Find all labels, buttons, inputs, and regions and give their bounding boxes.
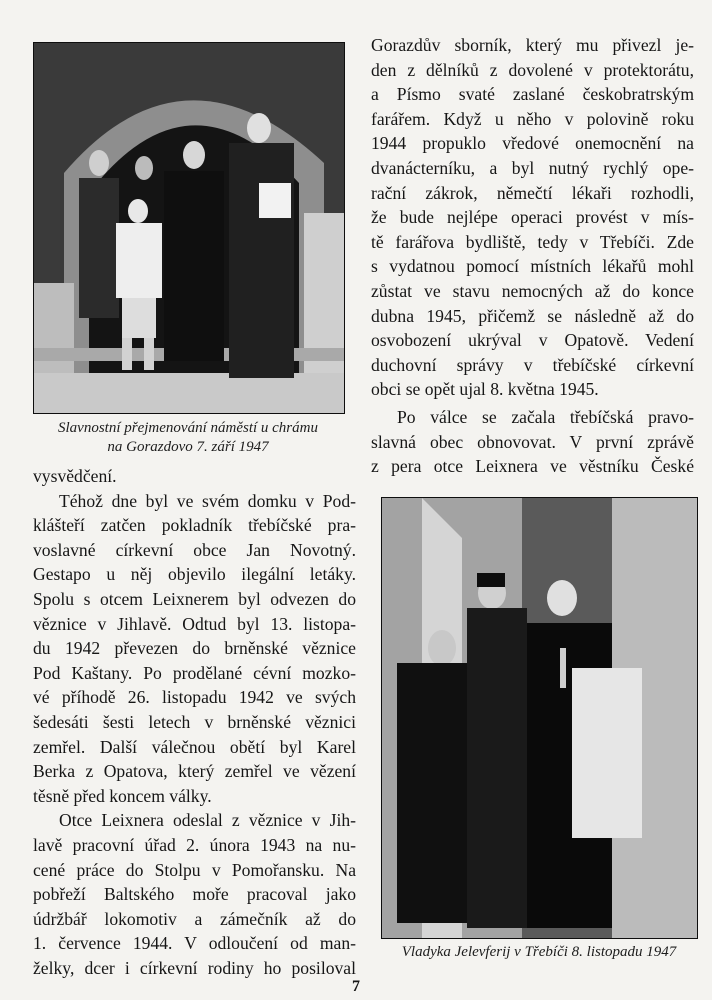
text-line: 1. července 1944. V odloučení od man-: [33, 933, 356, 954]
text-line: cené práce do Stolpu v Pomořansku. Na: [33, 859, 356, 880]
text-line: rační zákrok, němečtí lékaři rozhodli,: [371, 182, 694, 203]
text-line: Gestapo u něj objevilo ilegální letáky.: [33, 564, 356, 585]
text-line: duchovní správy v třebíčské církevní: [371, 354, 694, 375]
paragraph-after-war: [371, 405, 694, 479]
photo-vladyka-jelevferij: [381, 497, 698, 939]
text-line: voslavné církevní obce Jan Novotný.: [33, 539, 356, 560]
text-line: vysvědčení.: [33, 466, 117, 486]
paragraph-continued: [371, 33, 694, 402]
text-line: zemřel. Další válečnou obětí byl Karel: [33, 736, 356, 757]
paragraph-forced-labour: [33, 808, 356, 980]
text-line: lavě pracovní úřad 2. února 1943 na nu-: [33, 834, 356, 855]
photo-caption-renaming-ceremony: [30, 419, 346, 457]
text-line: farářem. Když u něho v polovině roku: [371, 108, 694, 129]
text-line: du 1942 převezen do brněnské věznice: [33, 638, 356, 659]
text-line: z pera otce Leixnera ve věstníku České: [371, 456, 694, 477]
text-line: s vydatnou pomocí místních lékařů mohl: [371, 256, 694, 277]
text-line: vé příhodě 26. listopadu 1942 ve svých: [33, 687, 356, 708]
text-line: těsně před koncem války.: [33, 785, 212, 806]
photo-renaming-ceremony-image: [34, 43, 344, 413]
text-line: den z dělníků z dovolené v protektorátu,: [371, 59, 694, 80]
text-line: Berka z Opatova, který zemřel ve vězení: [33, 761, 356, 782]
text-line: dvanácterníku, a byl nutný rychlý ope-: [371, 157, 694, 178]
page-number: 7: [352, 978, 360, 995]
text-line: želky, dcer i církevní rodiny ho posiloval: [33, 957, 356, 978]
paragraph-arrest: [33, 489, 356, 809]
photo-renaming-ceremony: [33, 42, 345, 414]
text-line: klášteří zatčen pokladník třebíčské pra-: [33, 515, 356, 536]
text-line: šedesáti šesti letech v brněnské věznici: [33, 711, 356, 732]
text-line: Téhož dne byl ve svém domku v Pod-: [59, 490, 356, 511]
text-line: tě farářova bydliště, tedy v Třebíči. Zde: [371, 231, 694, 252]
text-line: zůstat ve stavu nemocných až do konce: [371, 280, 694, 301]
text-line: Otce Leixnera odeslal z věznice v Jih-: [59, 810, 356, 831]
paragraph-ending: [33, 464, 356, 489]
text-line: Pod Kaštany. Po prodělané cévní mozko-: [33, 662, 356, 683]
text-line: a Písmo svaté zaslané českobratrským: [371, 84, 694, 105]
caption-line: Slavnostní přejmenování náměstí u chrámu: [58, 420, 318, 436]
text-line: údržbář lokomotiv a zámečník až do: [33, 908, 356, 929]
photo-caption-vladyka-jelevferij: Vladyka Jelevferij v Třebíči 8. listopadu 1947: [401, 944, 677, 960]
photo-vladyka-jelevferij-image: [382, 498, 697, 938]
text-line: Gorazdův sborník, který mu přivezl je-: [371, 35, 694, 55]
caption-line: na Gorazdovo 7. září 1947: [107, 439, 269, 455]
text-line: osvobození ukrýval v Opatově. Vedení: [371, 330, 694, 351]
text-line: Spolu s otcem Leixnerem byl odvezen do: [33, 588, 356, 609]
text-line: Po válce se začala třebíčská pravo-: [397, 406, 694, 427]
text-line: 1944 propuklo vředové onemocnění na: [371, 133, 694, 154]
text-line: věznice v Jihlavě. Odtud byl 13. listopa-: [33, 613, 356, 634]
right-column-text: [371, 33, 694, 479]
text-line: pobřeží Baltského moře pracoval jako: [33, 884, 356, 905]
left-column-text: [33, 464, 356, 980]
text-line: slavná obec obnovovat. V první zprávě: [371, 431, 694, 452]
text-line: obci se opět ujal 8. května 1945.: [371, 379, 599, 400]
text-line: dubna 1945, přičemž se následně až do: [371, 305, 694, 326]
text-line: že bude nejlépe operaci provést v mís-: [371, 207, 694, 228]
